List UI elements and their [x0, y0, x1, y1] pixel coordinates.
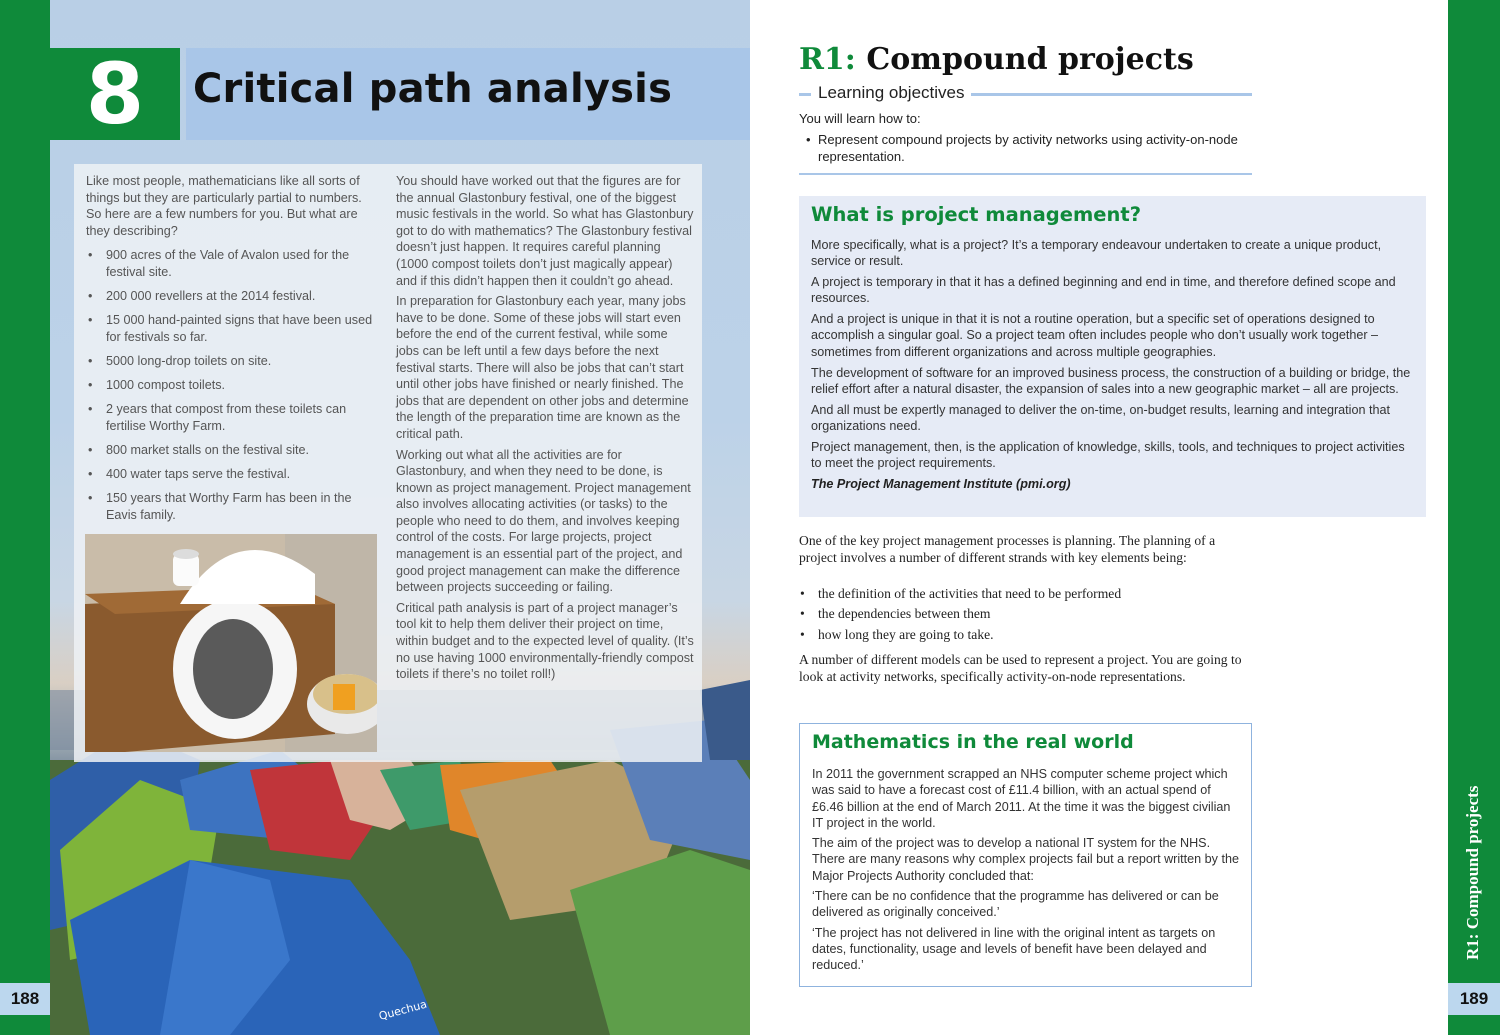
- source-citation: The Project Management Institute (pmi.org): [811, 476, 1071, 491]
- list-item: • the definition of the activities that need to be performed: [799, 586, 1247, 603]
- side-title-text: R1: Compound projects: [1463, 785, 1482, 960]
- side-title: [1448, 750, 1500, 960]
- fact-item: • 2 years that compost from these toilets can fertilise Worthy Farm.: [86, 401, 376, 434]
- divider: [799, 93, 811, 96]
- quote-paragraph: ‘The project has not delivered in line with the original intent as targets on dates, functionality, usage and levels of benefit have been delayed and reduced.’: [812, 925, 1216, 973]
- fact-item: • 800 market stalls on the festival site.: [86, 442, 376, 459]
- intro-paragraph: Like most people, mathematicians like all sorts of things but they are particularly partial to numbers. So here are a few numbers for you. But what are they describing?: [86, 174, 362, 238]
- fact-item: • 15 000 hand-painted signs that have been used for festivals so far.: [86, 312, 376, 345]
- body-paragraph: Critical path analysis is part of a project manager’s tool kit to help them deliver their project on time, within budget and to the expected level of quality. (It’s no use having 1000 environmentally-friendly compost toilets if there’s no toilet roll!): [396, 600, 694, 682]
- real-world-title: Mathematics in the real world: [812, 731, 1134, 753]
- body-paragraph: More specifically, what is a project? It’s a temporary endeavour undertaken to create a unique product, service or result.: [811, 238, 1382, 269]
- fact-item: • 150 years that Worthy Farm has been in the Eavis family.: [86, 490, 376, 523]
- fact-item: • 400 water taps serve the festival.: [86, 466, 376, 483]
- section-title: Compound projects: [866, 42, 1194, 77]
- tent-logo-text: Quechua: [377, 997, 429, 1023]
- list-item: • the dependencies between them: [799, 606, 1247, 623]
- page-number-right: 189: [1448, 983, 1500, 1015]
- body-paragraph: And a project is unique in that it is not a routine operation, but a specific set of operations designed to accomplish a singular goal. So a project team often includes people who don’t usually work together – sometimes from different organizations and across multiple geographies.: [811, 312, 1379, 359]
- chapter-title: Critical path analysis: [193, 66, 673, 112]
- body-paragraph: Working out what all the activities are for Glastonbury, and when they need to be done, is known as project management. Project management also involves allocating activities (or tasks) to the people who need to do them, and involves keeping control of the costs. For large projects, project management is an essential part of the project, and good project management can make the difference between projects succeeding or failing.: [396, 447, 691, 595]
- section-code: R1:: [799, 42, 856, 77]
- compost-toilet-photo: [85, 534, 377, 752]
- left-margin-strip: [0, 0, 50, 1035]
- body-paragraph: Project management, then, is the application of knowledge, skills, tools, and techniques to project activities to meet the project requirements.: [811, 439, 1405, 471]
- body-paragraph: In preparation for Glastonbury each year, many jobs have to be done. Some of these jobs will start even before the end of the current festival, while some jobs can be left until a few days before the next festival starts. There will also be jobs that can’t start until other jobs have finished or nearly finished. The jobs that are dependent on other jobs and determine the length of the preparation time are known as the critical path.: [396, 294, 689, 441]
- quote-paragraph: ‘There can be no confidence that the programme has delivered or can be delivered as originally conceived.’: [812, 889, 1219, 920]
- fact-item: • 1000 compost toilets.: [86, 377, 376, 394]
- facts-list: [86, 247, 376, 523]
- body-paragraph: You should have worked out that the figures are for the annual Glastonbury festival, one of the biggest music festivals in the world. So what has Glastonbury got to do with mathematics? The Glastonbury festival doesn’t just happen. It requires careful planning (1000 compost toilets don’t just magically appear) and if this didn’t happen then it couldn’t go ahead.: [396, 174, 694, 288]
- planning-paragraph: One of the key project management processes is planning. The planning of a project involves a number of different strands with key elements being:: [799, 533, 1216, 565]
- learning-objectives-label: Learning objectives: [818, 83, 965, 102]
- planning-list: [799, 586, 1247, 647]
- page-number-left: 188: [0, 983, 50, 1015]
- divider: [799, 173, 1252, 175]
- learning-objectives-header: [799, 83, 1252, 105]
- project-management-title: What is project management?: [811, 203, 1142, 226]
- body-paragraph: A project is temporary in that it has a defined beginning and end in time, and therefore defined scope and resources.: [811, 275, 1396, 306]
- divider: [971, 93, 1252, 96]
- fact-item: • 200 000 revellers at the 2014 festival.: [86, 288, 376, 305]
- body-paragraph: The development of software for an improved business process, the construction of a building or bridge, the relief effort after a natural disaster, the expansion of sales into a new geographic market – all are projects.: [811, 365, 1411, 396]
- intro-column-2: [396, 173, 694, 687]
- intro-column-1: [86, 173, 376, 531]
- project-management-body: [811, 237, 1417, 497]
- fact-item: • 5000 long-drop toilets on site.: [86, 353, 376, 370]
- fact-item: • 900 acres of the Vale of Avalon used for the festival site.: [86, 247, 376, 280]
- body-paragraph: The aim of the project was to develop a national IT system for the NHS. There are many reasons why complex projects fail but a report written by the Major Projects Authority concluded that:: [812, 836, 1239, 883]
- section-heading: [799, 42, 1194, 77]
- learn-how-text: You will learn how to:: [799, 111, 921, 126]
- models-paragraph: A number of different models can be used to represent a project. You are going to look at activity networks, specifically activity-on-node representations.: [799, 652, 1242, 684]
- learning-objective-item: • Represent compound projects by activity networks using activity-on-node representation.: [806, 132, 1246, 165]
- list-item: • how long they are going to take.: [799, 627, 1247, 644]
- body-paragraph: And all must be expertly managed to deliver the on-time, on-budget results, learning and integration that organizations need.: [811, 402, 1390, 433]
- chapter-number: 8: [50, 48, 180, 140]
- real-world-body: [812, 766, 1242, 978]
- body-paragraph: In 2011 the government scrapped an NHS computer scheme project which was said to have a forecast cost of £11.4 billion, with an actual spend of £6.46 billion at the end of March 2011. At the time it was the biggest civilian IT project in the world.: [812, 767, 1231, 830]
